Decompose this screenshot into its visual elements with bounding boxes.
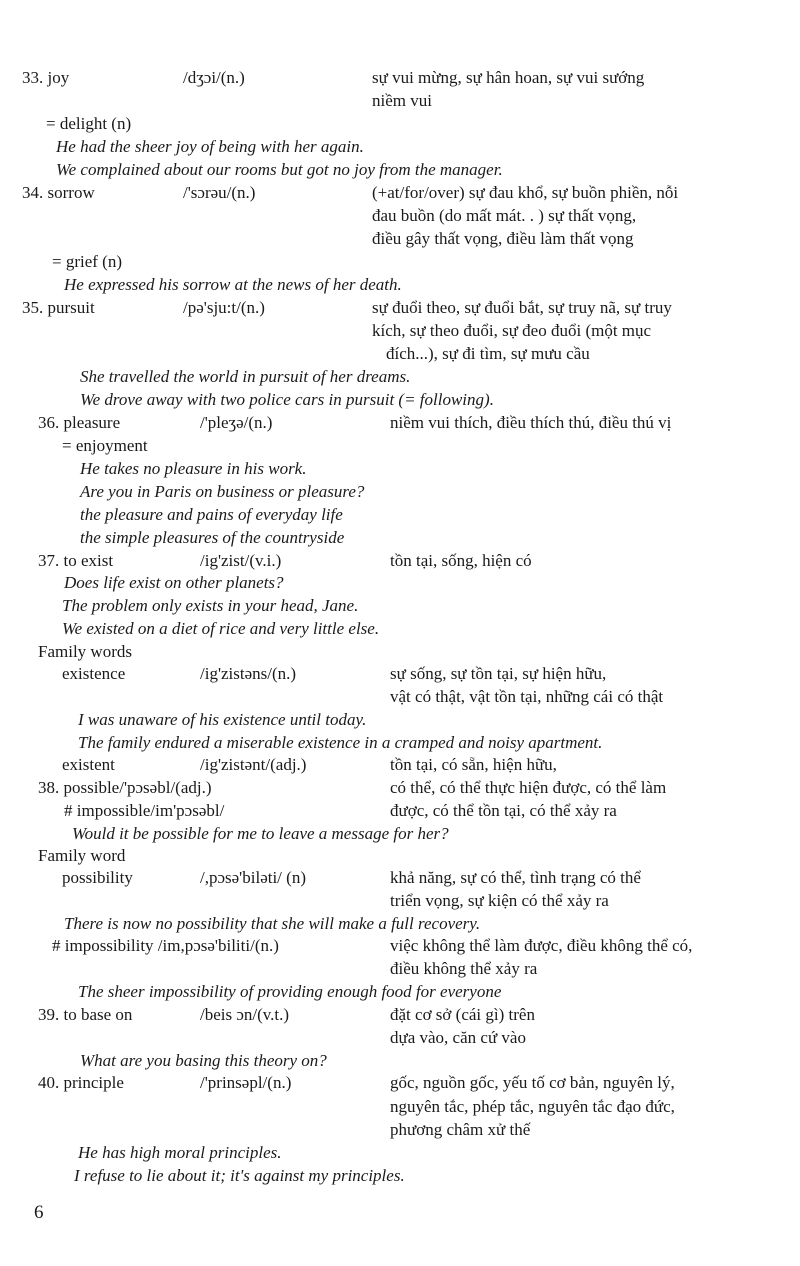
meaning-line: khả năng, sự có thể, tình trạng có thể [390,868,641,887]
meaning-line: (+at/for/over) sự đau khổ, sự buồn phiền, nỗi [372,183,679,202]
example-sentence: We complained about our rooms but got no joy from the manager. [56,160,503,179]
meaning-line: việc không thể làm được, điều không thể có, [390,936,693,955]
meaning-line: sự vui mừng, sự hân hoan, sự vui sướng [372,68,645,87]
example-sentence: The problem only exists in your head, Jane. [62,596,359,615]
example-sentence: She travelled the world in pursuit of her dreams. [80,367,411,386]
example-sentence: He has high moral principles. [78,1143,282,1162]
meaning-line: dựa vào, căn cứ vào [390,1028,526,1047]
headword: 40. principle [38,1073,124,1092]
example-sentence: I was unaware of his existence until today. [78,710,367,729]
family-words-heading: Family words [38,642,132,661]
headword: 35. pursuit [22,298,95,317]
meaning-line: điều gây thất vọng, điều làm thất vọng [372,229,634,248]
pronunciation: /ig'zist/(v.i.) [200,551,282,570]
pronunciation: /pə'sju:t/(n.) [183,298,265,317]
meaning-line: đích...), sự đi tìm, sự mưu cầu [386,344,590,363]
pronunciation: /'sɔrəu/(n.) [183,183,256,202]
headword: possibility [62,868,133,887]
pronunciation: /dʒɔi/(n.) [183,68,245,87]
example-sentence: The sheer impossibility of providing enough food for everyone [78,982,502,1001]
page-number: 6 [34,1202,44,1223]
headword: # impossibility /im,pɔsə'biliti/(n.) [52,936,279,955]
pronunciation: /,pɔsə'biləti/ (n) [200,868,306,887]
meaning-line: có thể, có thể thực hiện được, có thể làm [390,778,667,797]
meaning-line: vật có thật, vật tồn tại, những cái có thật [390,687,664,706]
headword: 36. pleasure [38,413,121,432]
example-sentence: The family endured a miserable existence in a cramped and noisy apartment. [78,733,603,752]
meaning-line: phương châm xử thế [390,1120,531,1139]
example-sentence: the pleasure and pains of everyday life [80,505,343,524]
meaning-line: niềm vui [372,91,432,110]
example-sentence: He expressed his sorrow at the news of her death. [64,275,402,294]
example-sentence: I refuse to lie about it; it's against my principles. [74,1166,405,1185]
synonym: = enjoyment [62,436,148,455]
headword: 33. joy [22,68,70,87]
family-words-heading: Family word [38,846,126,865]
example-sentence: He had the sheer joy of being with her again. [56,137,364,156]
example-sentence: We drove away with two police cars in pursuit (= following). [80,390,494,409]
meaning-line: tồn tại, có sẵn, hiện hữu, [390,755,557,774]
headword: existent [62,755,115,774]
example-sentence: Would it be possible for me to leave a message for her? [72,824,449,843]
headword: 34. sorrow [22,183,95,202]
example-sentence: We existed on a diet of rice and very little else. [62,619,380,638]
pronunciation: /ig'zistəns/(n.) [200,664,297,683]
meaning-line: tồn tại, sống, hiện có [390,551,532,570]
meaning-line: niềm vui thích, điều thích thú, điều thú vị [390,413,672,432]
meaning-line: nguyên tắc, phép tắc, nguyên tắc đạo đức, [390,1097,675,1116]
meaning-line: sự đuổi theo, sự đuổi bắt, sự truy nã, sự truy [372,298,672,317]
pronunciation: /'pleʒə/(n.) [200,413,273,432]
example-sentence: Does life exist on other planets? [64,573,284,592]
meaning-line: kích, sự theo đuổi, sự đeo đuổi (một mục [372,321,652,340]
pronunciation: /ig'zistənt/(adj.) [200,755,307,774]
meaning-line: điều không thể xảy ra [390,959,538,978]
synonym: = delight (n) [46,114,132,133]
example-sentence: What are you basing this theory on? [80,1051,327,1070]
pronunciation: /beis ɔn/(v.t.) [200,1005,290,1024]
antonym: # impossible/im'pɔsəbl/ [64,801,225,820]
headword: 38. possible/'pɔsəbl/(adj.) [38,778,212,797]
meaning-line: gốc, nguồn gốc, yếu tố cơ bản, nguyên lý, [390,1073,675,1092]
headword: 39. to base on [38,1005,133,1024]
example-sentence: Are you in Paris on business or pleasure? [80,482,365,501]
example-sentence: He takes no pleasure in his work. [80,459,307,478]
meaning-line: sự sống, sự tồn tại, sự hiện hữu, [390,664,607,683]
pronunciation: /'prinsəpl/(n.) [200,1073,292,1092]
synonym: = grief (n) [52,252,123,271]
meaning-line: đau buồn (do mất mát. . ) sự thất vọng, [372,206,637,225]
headword: 37. to exist [38,551,114,570]
meaning-line: đặt cơ sở (cái gì) trên [390,1005,535,1024]
example-sentence: There is now no possibility that she will make a full recovery. [64,914,481,933]
meaning-line: được, có thể tồn tại, có thể xảy ra [390,801,617,820]
example-sentence: the simple pleasures of the countryside [80,528,345,547]
meaning-line: triển vọng, sự kiện có thể xảy ra [390,891,609,910]
headword: existence [62,664,126,683]
